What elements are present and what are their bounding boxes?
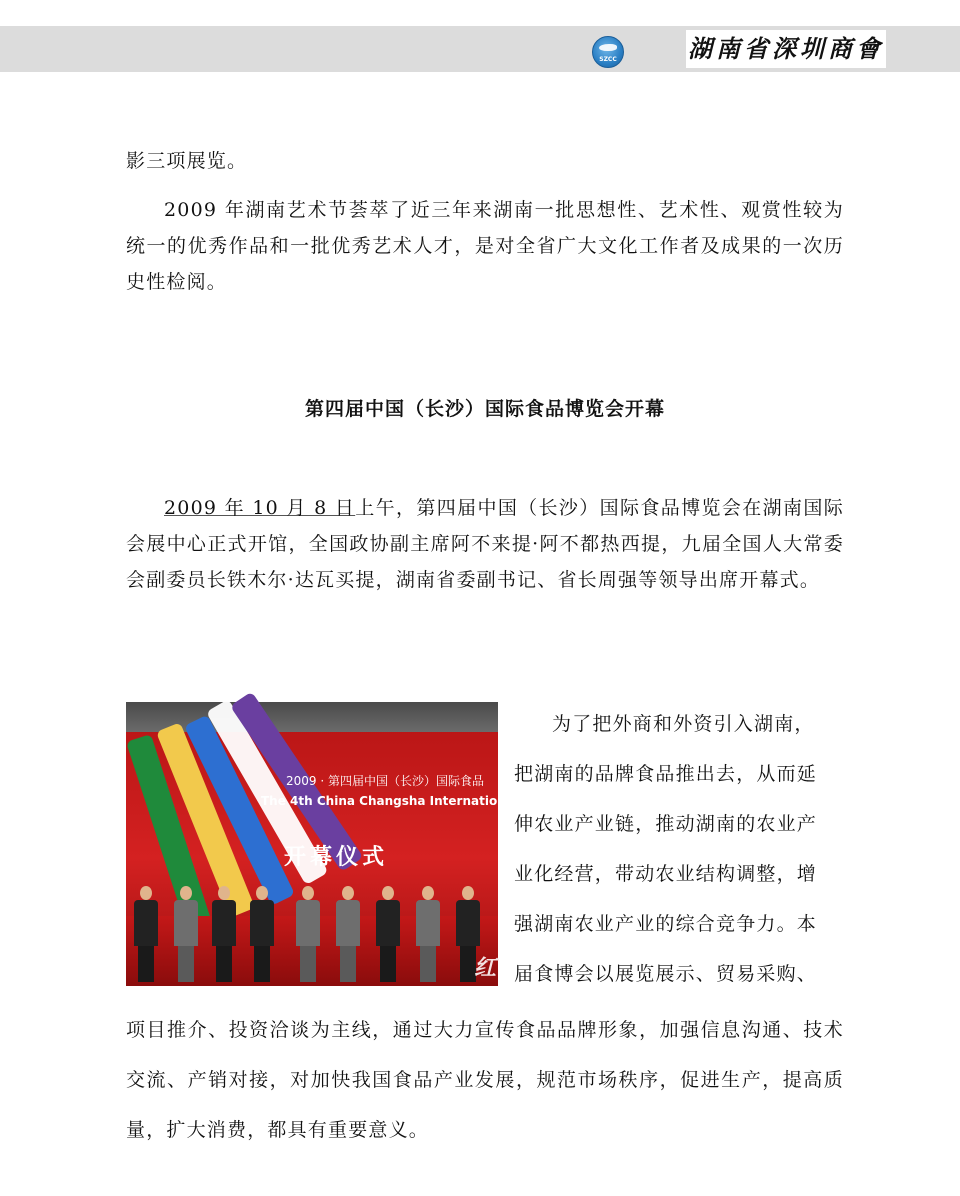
side-text-line: 业化经营，带动农业结构调整，增 xyxy=(514,863,818,885)
side-text-line: 为了把外商和外资引入湖南， xyxy=(552,713,815,735)
article-lead-paragraph xyxy=(126,490,844,598)
side-text-line: 届食博会以展览展示、贸易采购、 xyxy=(514,963,818,985)
article-date: 2009 年 10 月 8 日 xyxy=(164,497,356,519)
side-text-line: 强湖南农业产业的综合竞争力。本 xyxy=(514,913,818,935)
photo-corner-character: 红 xyxy=(473,955,496,981)
dignitary-figure xyxy=(250,886,274,982)
side-text-line: 伸农业产业链，推动湖南的农业产 xyxy=(514,813,818,835)
dignitary-figure xyxy=(134,886,158,982)
dignitary-figure xyxy=(376,886,400,982)
org-name-logo: 湖南省深圳商會 xyxy=(686,30,886,68)
banner-ceremony-text: 开幕仪式 xyxy=(284,845,389,870)
dignitary-figure xyxy=(174,886,198,982)
side-text-column xyxy=(514,706,844,992)
logo-text: SZCC xyxy=(599,56,617,63)
opening-ceremony-photo xyxy=(126,702,555,986)
dignitary-figure xyxy=(416,886,440,982)
banner-chinese-text: 2009 · 第四届中国（长沙）国际食品 xyxy=(286,774,484,788)
paragraph-continued: 影三项展览。 xyxy=(126,150,248,172)
dignitary-figure xyxy=(336,886,360,982)
side-text-line: 把湖南的品牌食品推出去，从而延 xyxy=(514,763,818,785)
article-lead-text: 上午，第四届中国（长沙）国际食品博览会在湖南国际会展中心正式开馆，全国政协副主席阿不来提·阿不都热西提，九届全国人大常委会副委员长铁木尔·达瓦买提，湖南省委副书记、省长周强等领导出席开幕式。 xyxy=(126,497,844,591)
dignitary-figure xyxy=(212,886,236,982)
banner-english-text: The 4th China Changsha International Food xyxy=(261,794,555,808)
dignitary-figure xyxy=(296,886,320,982)
article-title: 第四届中国（长沙）国际食品博览会开幕 xyxy=(304,398,665,420)
article-closing-paragraph: 项目推介、投资洽谈为主线，通过大力宣传食品品牌形象，加强信息沟通、技术交流、产销对接，对加快我国食品产业发展，规范市场秩序，促进生产，提高质量，扩大消费，都具有重要意义。 xyxy=(126,1019,844,1141)
paragraph-art-festival: 2009 年湖南艺术节荟萃了近三年来湖南一批思想性、艺术性、观赏性较为统一的优秀作品和一批优秀艺术人才，是对全省广大文化工作者及成果的一次历史性检阅。 xyxy=(126,199,844,293)
szcc-logo-icon xyxy=(592,36,624,68)
